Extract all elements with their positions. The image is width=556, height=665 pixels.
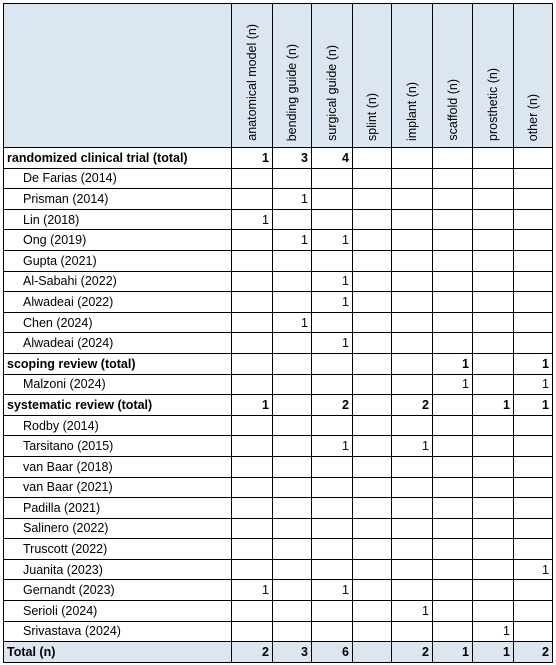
value-cell [273, 168, 312, 189]
value-cell [312, 477, 353, 498]
value-cell: 1 [312, 436, 353, 457]
value-cell [473, 559, 514, 580]
value-cell [273, 477, 312, 498]
value-cell [433, 601, 473, 622]
table-row [4, 415, 553, 436]
table-row [4, 456, 553, 477]
value-cell: 2 [312, 395, 353, 416]
value-cell: 4 [312, 148, 353, 169]
row-label: Gupta (2021) [4, 250, 232, 271]
value-cell [353, 209, 392, 230]
value-cell [433, 148, 473, 169]
value-cell: 2 [392, 642, 433, 663]
value-cell [514, 148, 553, 169]
value-cell [514, 456, 553, 477]
value-cell [232, 601, 273, 622]
value-cell [312, 312, 353, 333]
value-cell [433, 559, 473, 580]
value-cell [392, 148, 433, 169]
value-cell [473, 189, 514, 210]
value-cell [273, 250, 312, 271]
value-cell [473, 148, 514, 169]
value-cell [392, 168, 433, 189]
row-label: Lin (2018) [4, 209, 232, 230]
header-row [4, 4, 553, 148]
value-cell [433, 498, 473, 519]
value-cell: 1 [433, 353, 473, 374]
value-cell: 1 [473, 395, 514, 416]
row-label: Tarsitano (2015) [4, 436, 232, 457]
value-cell [353, 353, 392, 374]
value-cell [353, 456, 392, 477]
value-cell [232, 456, 273, 477]
value-cell [473, 271, 514, 292]
value-cell: 1 [473, 642, 514, 663]
row-label: Srivastava (2024) [4, 621, 232, 642]
value-cell [473, 580, 514, 601]
table-total-row [4, 642, 553, 663]
value-cell [353, 333, 392, 354]
value-cell [353, 395, 392, 416]
value-cell: 1 [232, 209, 273, 230]
value-cell [473, 168, 514, 189]
row-label: Juanita (2023) [4, 559, 232, 580]
column-header: implant (n) [392, 4, 433, 148]
column-header: other (n) [514, 4, 553, 148]
table-row [4, 292, 553, 313]
value-cell [273, 580, 312, 601]
value-cell [514, 230, 553, 251]
value-cell [353, 498, 392, 519]
value-cell [273, 518, 312, 539]
value-cell: 1 [273, 230, 312, 251]
value-cell [232, 292, 273, 313]
value-cell [232, 312, 273, 333]
value-cell [232, 559, 273, 580]
value-cell [514, 168, 553, 189]
value-cell [392, 518, 433, 539]
value-cell: 3 [273, 642, 312, 663]
value-cell [514, 477, 553, 498]
row-label: De Farias (2014) [4, 168, 232, 189]
value-cell: 1 [514, 559, 553, 580]
value-cell [232, 230, 273, 251]
value-cell [232, 498, 273, 519]
row-label: van Baar (2018) [4, 456, 232, 477]
value-cell [353, 374, 392, 395]
value-cell: 1 [273, 189, 312, 210]
value-cell [514, 189, 553, 210]
value-cell [273, 374, 312, 395]
value-cell [473, 518, 514, 539]
value-cell [312, 539, 353, 560]
value-cell [433, 539, 473, 560]
value-cell: 6 [312, 642, 353, 663]
value-cell [392, 539, 433, 560]
table-body [4, 148, 553, 663]
value-cell [392, 374, 433, 395]
value-cell [514, 580, 553, 601]
value-cell [273, 601, 312, 622]
value-cell [232, 353, 273, 374]
value-cell [433, 415, 473, 436]
value-cell [433, 209, 473, 230]
value-cell [353, 642, 392, 663]
value-cell [473, 601, 514, 622]
value-cell: 1 [312, 292, 353, 313]
value-cell [514, 498, 553, 519]
table-row [4, 312, 553, 333]
value-cell: 1 [232, 148, 273, 169]
value-cell [392, 621, 433, 642]
value-cell [353, 415, 392, 436]
value-cell [353, 189, 392, 210]
value-cell [312, 168, 353, 189]
value-cell: 1 [514, 374, 553, 395]
value-cell: 1 [433, 642, 473, 663]
value-cell [312, 518, 353, 539]
value-cell: 1 [433, 374, 473, 395]
value-cell [232, 415, 273, 436]
value-cell [514, 601, 553, 622]
value-cell: 3 [273, 148, 312, 169]
row-label: randomized clinical trial (total) [4, 148, 232, 169]
table-row [4, 333, 553, 354]
table-group-row [4, 353, 553, 374]
value-cell [392, 559, 433, 580]
value-cell [473, 353, 514, 374]
value-cell [353, 312, 392, 333]
value-cell [312, 353, 353, 374]
value-cell [392, 580, 433, 601]
value-cell [232, 436, 273, 457]
table-group-row [4, 148, 553, 169]
value-cell [353, 559, 392, 580]
value-cell [514, 209, 553, 230]
value-cell [433, 271, 473, 292]
value-cell [232, 477, 273, 498]
value-cell [273, 456, 312, 477]
value-cell [514, 250, 553, 271]
value-cell [353, 518, 392, 539]
table-row [4, 374, 553, 395]
value-cell [232, 333, 273, 354]
value-cell: 1 [392, 601, 433, 622]
value-cell [514, 292, 553, 313]
value-cell [353, 250, 392, 271]
table-row [4, 518, 553, 539]
value-cell [312, 415, 353, 436]
table-row [4, 271, 553, 292]
value-cell [273, 559, 312, 580]
value-cell: 1 [232, 395, 273, 416]
value-cell [473, 209, 514, 230]
column-header: surgical guide (n) [312, 4, 353, 148]
table-group-row [4, 395, 553, 416]
value-cell: 1 [514, 395, 553, 416]
value-cell: 1 [473, 621, 514, 642]
value-cell: 2 [232, 642, 273, 663]
value-cell [312, 456, 353, 477]
row-label: Alwadeai (2024) [4, 333, 232, 354]
value-cell [232, 250, 273, 271]
value-cell: 1 [312, 333, 353, 354]
value-cell [392, 209, 433, 230]
value-cell [473, 477, 514, 498]
value-cell [273, 539, 312, 560]
value-cell [473, 436, 514, 457]
value-cell [232, 518, 273, 539]
table-row [4, 168, 553, 189]
value-cell [353, 148, 392, 169]
value-cell [514, 436, 553, 457]
value-cell [433, 250, 473, 271]
value-cell [273, 621, 312, 642]
value-cell: 2 [514, 642, 553, 663]
value-cell [392, 415, 433, 436]
value-cell [433, 189, 473, 210]
value-cell [473, 292, 514, 313]
value-cell [433, 456, 473, 477]
column-header: prosthetic (n) [473, 4, 514, 148]
value-cell [392, 312, 433, 333]
value-cell [353, 601, 392, 622]
value-cell [392, 250, 433, 271]
column-header: bending guide (n) [273, 4, 312, 148]
value-cell [473, 456, 514, 477]
value-cell [273, 395, 312, 416]
column-header: scaffold (n) [433, 4, 473, 148]
row-label: Gernandt (2023) [4, 580, 232, 601]
value-cell [473, 333, 514, 354]
value-cell [353, 477, 392, 498]
value-cell [232, 374, 273, 395]
row-label: Ong (2019) [4, 230, 232, 251]
value-cell [473, 415, 514, 436]
table-row [4, 539, 553, 560]
value-cell [273, 436, 312, 457]
value-cell [312, 621, 353, 642]
value-cell [514, 518, 553, 539]
value-cell [433, 230, 473, 251]
value-cell [273, 333, 312, 354]
value-cell [392, 456, 433, 477]
row-label: Serioli (2024) [4, 601, 232, 622]
value-cell [312, 498, 353, 519]
value-cell [514, 271, 553, 292]
row-label: Padilla (2021) [4, 498, 232, 519]
row-label: van Baar (2021) [4, 477, 232, 498]
value-cell [473, 498, 514, 519]
row-label: Rodby (2014) [4, 415, 232, 436]
value-cell: 2 [392, 395, 433, 416]
row-label: Prisman (2014) [4, 189, 232, 210]
value-cell [273, 353, 312, 374]
row-label: Alwadeai (2022) [4, 292, 232, 313]
value-cell [312, 374, 353, 395]
value-cell [353, 539, 392, 560]
table-row [4, 621, 553, 642]
table-row [4, 230, 553, 251]
value-cell: 1 [312, 271, 353, 292]
value-cell [273, 415, 312, 436]
value-cell [312, 209, 353, 230]
value-cell [514, 415, 553, 436]
value-cell: 1 [273, 312, 312, 333]
value-cell [232, 168, 273, 189]
value-cell [433, 312, 473, 333]
row-label: Al-Sabahi (2022) [4, 271, 232, 292]
table-row [4, 189, 553, 210]
value-cell [392, 189, 433, 210]
table-row [4, 601, 553, 622]
value-cell [473, 250, 514, 271]
row-label: scoping review (total) [4, 353, 232, 374]
value-cell [232, 189, 273, 210]
value-cell [433, 518, 473, 539]
value-cell [514, 312, 553, 333]
header-corner-cell [4, 4, 232, 148]
value-cell [433, 168, 473, 189]
value-cell [392, 477, 433, 498]
value-cell [392, 353, 433, 374]
value-cell [232, 539, 273, 560]
table-row [4, 436, 553, 457]
value-cell [353, 168, 392, 189]
value-cell [433, 395, 473, 416]
row-label: Chen (2024) [4, 312, 232, 333]
table-row [4, 559, 553, 580]
value-cell [353, 436, 392, 457]
value-cell: 1 [514, 353, 553, 374]
value-cell [232, 271, 273, 292]
value-cell: 1 [312, 230, 353, 251]
value-cell [514, 333, 553, 354]
value-cell [353, 292, 392, 313]
value-cell [312, 601, 353, 622]
value-cell [392, 498, 433, 519]
value-cell [514, 621, 553, 642]
value-cell [353, 230, 392, 251]
row-label: Malzoni (2024) [4, 374, 232, 395]
value-cell: 1 [232, 580, 273, 601]
value-cell [392, 333, 433, 354]
value-cell [273, 209, 312, 230]
value-cell [312, 559, 353, 580]
value-cell: 1 [312, 580, 353, 601]
value-cell [473, 312, 514, 333]
value-cell [433, 477, 473, 498]
value-cell [353, 580, 392, 601]
value-cell [273, 271, 312, 292]
table-row [4, 477, 553, 498]
value-cell [473, 539, 514, 560]
value-cell [392, 292, 433, 313]
value-cell [392, 271, 433, 292]
value-cell [232, 621, 273, 642]
value-cell [353, 621, 392, 642]
table-row [4, 250, 553, 271]
row-label: Total (n) [4, 642, 232, 663]
column-header: anatomical model (n) [232, 4, 273, 148]
value-cell [473, 230, 514, 251]
value-cell [433, 333, 473, 354]
row-label: systematic review (total) [4, 395, 232, 416]
value-cell [353, 271, 392, 292]
table-row [4, 580, 553, 601]
data-table [3, 3, 553, 663]
value-cell [392, 230, 433, 251]
value-cell [473, 374, 514, 395]
table-row [4, 209, 553, 230]
value-cell [514, 539, 553, 560]
table-row [4, 498, 553, 519]
value-cell [312, 189, 353, 210]
value-cell: 1 [392, 436, 433, 457]
value-cell [433, 621, 473, 642]
value-cell [273, 498, 312, 519]
value-cell [273, 292, 312, 313]
column-header: splint (n) [353, 4, 392, 148]
value-cell [433, 292, 473, 313]
value-cell [433, 436, 473, 457]
row-label: Truscott (2022) [4, 539, 232, 560]
value-cell [433, 580, 473, 601]
value-cell [312, 250, 353, 271]
row-label: Salinero (2022) [4, 518, 232, 539]
